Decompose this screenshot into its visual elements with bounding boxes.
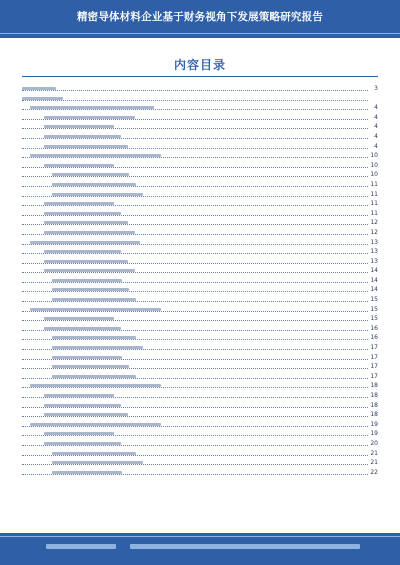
toc-entry-page: 11	[370, 190, 378, 198]
toc-leader	[22, 474, 368, 475]
toc-entry-text	[52, 279, 122, 282]
report-title: 精密导体材料企业基于财务视角下发展策略研究报告	[76, 11, 324, 23]
toc-leader	[22, 186, 368, 187]
toc-entry-text	[44, 317, 114, 320]
toc-entry[interactable]	[22, 94, 378, 104]
toc-entry[interactable]	[22, 324, 378, 334]
toc-entry-text	[44, 135, 121, 138]
toc-leader	[22, 167, 368, 168]
toc-leader	[22, 215, 368, 216]
toc-entry[interactable]	[22, 458, 378, 468]
toc-entry[interactable]	[22, 238, 378, 248]
toc-entry[interactable]	[22, 305, 378, 315]
toc-leader	[22, 301, 368, 302]
toc-leader	[22, 196, 368, 197]
toc-leader	[22, 387, 368, 388]
toc-entry-text	[52, 461, 143, 464]
toc-leader	[22, 90, 368, 91]
toc-entry-text	[44, 164, 114, 167]
toc-entry-text	[52, 356, 122, 359]
toc-leader	[22, 320, 368, 321]
footer-text-left	[46, 544, 116, 549]
toc-entry-page: 16	[370, 334, 378, 342]
toc-leader	[22, 224, 368, 225]
toc-entry[interactable]	[22, 142, 378, 152]
toc-entry[interactable]	[22, 199, 378, 209]
toc-entry-page: 14	[370, 276, 378, 284]
toc-leader	[22, 148, 368, 149]
toc-leader	[22, 416, 368, 417]
toc-entry[interactable]	[22, 122, 378, 132]
toc-entry-page: 20	[370, 439, 378, 447]
toc-entry[interactable]	[22, 353, 378, 363]
toc-entry[interactable]	[22, 343, 378, 353]
toc-leader	[22, 455, 368, 456]
toc-entry-text	[30, 241, 140, 244]
toc-leader	[22, 263, 368, 264]
toc-entry[interactable]	[22, 113, 378, 123]
footer-rule	[0, 536, 400, 537]
toc-entry[interactable]	[22, 276, 378, 286]
toc-entry[interactable]	[22, 257, 378, 267]
toc-entry[interactable]	[22, 103, 378, 113]
toc-entry-text	[52, 336, 136, 339]
toc-entry-page: 17	[370, 363, 378, 371]
toc-entry[interactable]	[22, 381, 378, 391]
toc-entry-page: 10	[370, 152, 378, 160]
toc-entry-page: 15	[370, 296, 378, 304]
toc-entry-page: 4	[374, 132, 378, 140]
toc-entry[interactable]	[22, 247, 378, 257]
toc-leader	[22, 291, 368, 292]
toc-entry[interactable]	[22, 84, 378, 94]
toc-entry[interactable]	[22, 266, 378, 276]
toc-entry[interactable]	[22, 151, 378, 161]
toc-entry-page: 11	[370, 180, 378, 188]
toc-entry[interactable]	[22, 372, 378, 382]
footer-text-right	[130, 544, 360, 549]
toc-leader	[22, 282, 368, 283]
toc-entry-text	[52, 173, 129, 176]
toc-entry-text	[44, 202, 114, 205]
toc-title-rule	[22, 76, 378, 77]
toc-entry-page: 4	[374, 123, 378, 131]
toc-entry-page: 14	[370, 286, 378, 294]
toc-entry-text	[44, 394, 114, 397]
toc-entry-text	[30, 154, 161, 157]
toc-entry-text	[44, 432, 114, 435]
toc-entry-text	[44, 125, 114, 128]
toc-leader	[22, 349, 368, 350]
toc-entry-text	[30, 384, 161, 387]
toc-leader	[22, 234, 368, 235]
toc-entry-text	[52, 375, 136, 378]
toc-entry[interactable]	[22, 439, 378, 449]
toc-leader	[22, 435, 368, 436]
toc-leader	[22, 426, 368, 427]
toc-entry-text	[52, 193, 143, 196]
toc-leader	[22, 253, 368, 254]
toc-leader	[22, 464, 368, 465]
toc-leader	[22, 378, 368, 379]
toc-entry[interactable]	[22, 170, 378, 180]
toc-leader	[22, 138, 368, 139]
toc-entry-page: 17	[370, 344, 378, 352]
toc-entry-text	[52, 452, 136, 455]
toc-entry-text	[30, 106, 154, 109]
toc-entry-page: 11	[370, 200, 378, 208]
toc-entry-text	[30, 423, 161, 426]
toc-entry[interactable]	[22, 333, 378, 343]
toc-entry-page: 12	[370, 219, 378, 227]
toc-leader	[22, 330, 368, 331]
toc-leader	[22, 339, 368, 340]
toc-entry-page: 13	[370, 257, 378, 265]
toc-entry-page: 16	[370, 324, 378, 332]
toc-leader	[22, 128, 368, 129]
toc-leader	[22, 109, 368, 110]
toc-leader	[22, 272, 368, 273]
toc-entry-page: 19	[370, 430, 378, 438]
toc-leader	[22, 100, 368, 101]
toc-entry-page: 3	[374, 85, 378, 92]
toc-entry[interactable]	[22, 285, 378, 295]
toc-entry[interactable]	[22, 468, 378, 478]
toc-entry-text	[44, 250, 121, 253]
header-rule	[0, 33, 400, 34]
toc-entry-text	[52, 365, 129, 368]
toc-entry-page: 13	[370, 238, 378, 246]
toc-entry-text	[52, 471, 122, 474]
toc-entry-page: 18	[370, 392, 378, 399]
toc-entry-page: 14	[370, 267, 378, 275]
toc-entry[interactable]	[22, 209, 378, 219]
toc-entry-page: 18	[370, 411, 378, 419]
toc-leader	[22, 176, 368, 177]
toc-entry[interactable]	[22, 429, 378, 439]
toc-entry-text	[44, 116, 135, 119]
toc-entry-page: 4	[374, 113, 378, 121]
report-header	[0, 0, 400, 38]
toc-entry[interactable]	[22, 132, 378, 142]
toc-leader	[22, 445, 368, 446]
toc-entry-page: 15	[370, 315, 378, 323]
toc-entry-text	[22, 97, 63, 100]
toc-entry-text	[44, 413, 128, 416]
toc-entry[interactable]	[22, 161, 378, 171]
toc-entry[interactable]	[22, 362, 378, 372]
toc-entry[interactable]	[22, 391, 378, 401]
toc-entry[interactable]	[22, 314, 378, 324]
toc-entry-page: 11	[370, 209, 378, 217]
toc-entry[interactable]	[22, 228, 378, 238]
report-footer	[0, 533, 400, 565]
toc-list	[22, 84, 378, 477]
toc-title: 内容目录	[173, 58, 226, 72]
toc-entry[interactable]	[22, 410, 378, 420]
toc-entry-text	[44, 442, 121, 445]
toc-entry-page: 15	[370, 305, 378, 313]
toc-entry-page: 21	[370, 449, 378, 457]
toc-entry-text	[44, 260, 128, 263]
toc-entry[interactable]	[22, 401, 378, 411]
toc-entry-page: 4	[374, 142, 378, 150]
toc-entry-page: 4	[374, 104, 378, 112]
toc-entry-page: 18	[370, 382, 378, 390]
toc-entry-text	[44, 269, 135, 272]
toc-entry-page: 10	[370, 161, 378, 169]
toc-leader	[22, 397, 368, 398]
toc-leader	[22, 311, 368, 312]
toc-entry-text	[52, 346, 143, 349]
toc-entry-page: 13	[370, 248, 378, 256]
toc-entry[interactable]	[22, 420, 378, 430]
toc-entry-text	[44, 404, 121, 407]
toc-entry-text	[44, 327, 121, 330]
toc-entry-page: 12	[370, 228, 378, 236]
toc-entry-page: 10	[370, 171, 378, 179]
toc-leader	[22, 359, 368, 360]
toc-entry-text	[44, 145, 128, 148]
toc-entry-text	[44, 221, 128, 224]
toc-leader	[22, 368, 368, 369]
toc-entry-page: 21	[370, 459, 378, 467]
toc-entry-text	[52, 183, 136, 186]
toc-entry-text	[30, 308, 161, 311]
toc-leader	[22, 407, 368, 408]
toc-entry-text	[22, 87, 56, 90]
toc-entry-page: 17	[370, 353, 378, 361]
toc-entry[interactable]	[22, 180, 378, 190]
toc-entry-page: 22	[370, 468, 378, 476]
toc-entry[interactable]	[22, 295, 378, 305]
toc-entry-text	[44, 212, 121, 215]
toc-entry-page: 19	[370, 420, 378, 428]
toc-leader	[22, 157, 368, 158]
toc-entry[interactable]	[22, 449, 378, 459]
toc-entry[interactable]	[22, 218, 378, 228]
toc-entry-page: 18	[370, 401, 378, 409]
toc-leader	[22, 119, 368, 120]
toc-entry-page: 17	[370, 372, 378, 380]
toc-entry-text	[44, 231, 135, 234]
toc-leader	[22, 244, 368, 245]
toc-entry-text	[52, 298, 136, 301]
toc-entry[interactable]	[22, 190, 378, 200]
toc-leader	[22, 205, 368, 206]
